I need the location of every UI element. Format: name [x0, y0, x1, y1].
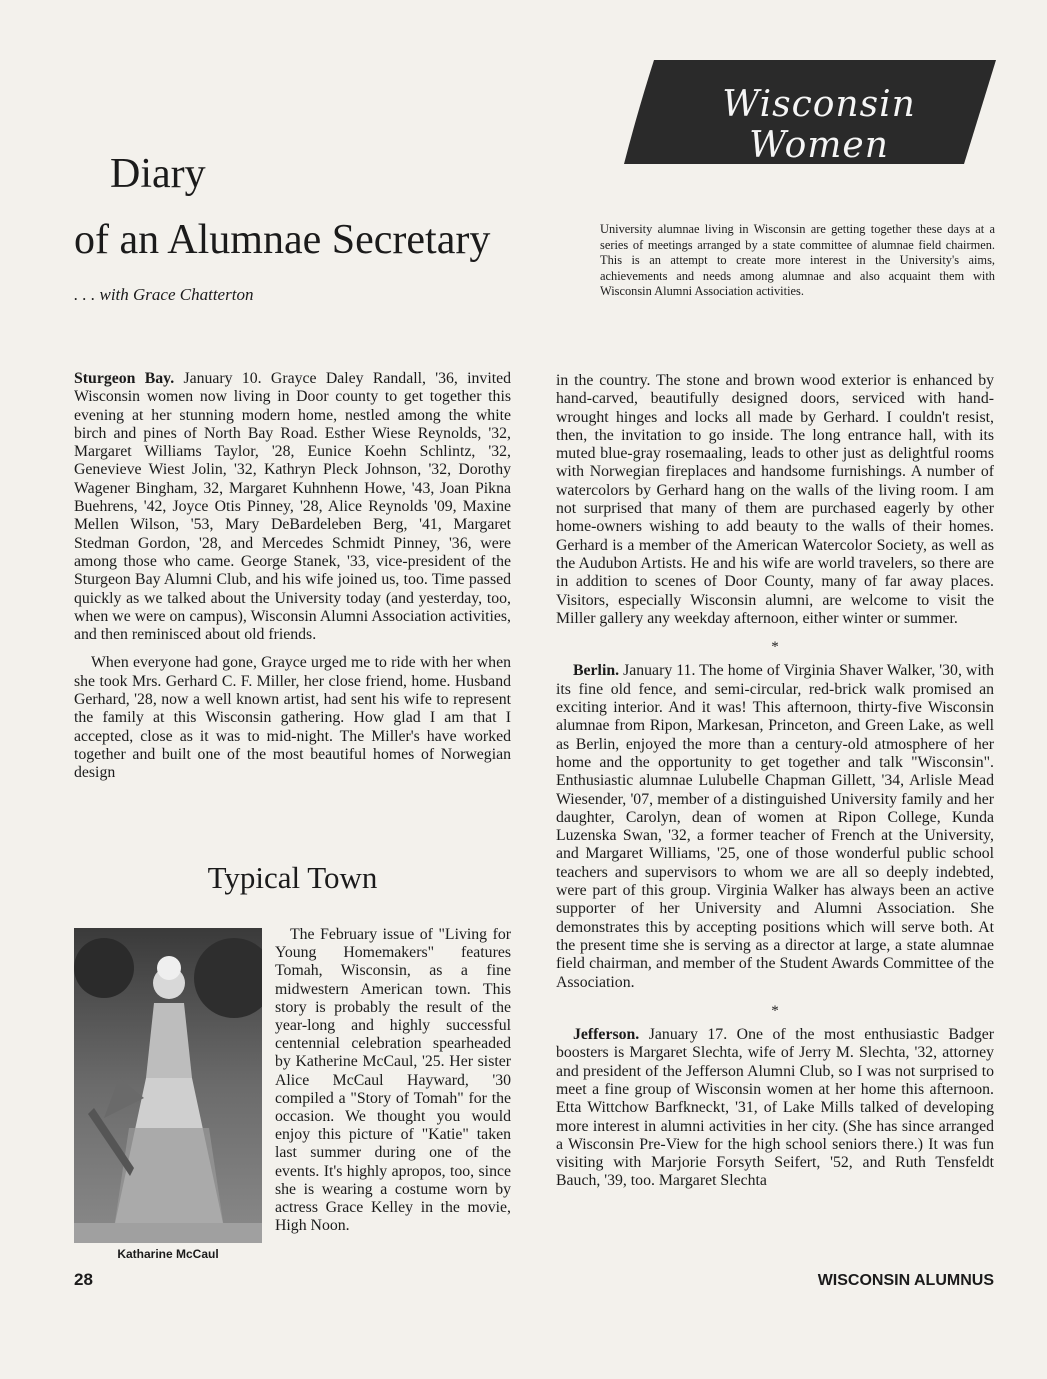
paragraph-miller-ride: When everyone had gone, Grayce urged me to ride with her when she took Mrs. Gerhard C. F. Miller, her close friend, home. Husband Gerhard, '28, now a well known artist, had sent his wife to represent the family at this Wisconsin gathering. How glad I am that I accepted, close as it was to mid-night. The Miller's have worked together and built one of the most beautiful homes of Norwegian design [74, 654, 511, 782]
paragraph-sturgeon-bay [74, 370, 511, 644]
page-title-line2: of an Alumnae Secretary [74, 217, 491, 263]
typical-town-text: The February issue of "Living for Young Homemakers" features Tomah, Wisconsin, as a fine midwestern American town. This story is probably the result of the year-long and highly successful centennial celebration spearheaded by Katherine McCaul, '25. Her sister Alice McCaul Hayward, '30 compiled a "Story of Tomah" for the occasion. We thought you would enjoy this picture of "Katie" taken last summer during one of the events. It's highly apropos, too, since she is wearing a costume worn by actress Grace Kelley in the movie, High Noon. [275, 926, 511, 1235]
magazine-name: WISCONSIN ALUMNUS [817, 1272, 994, 1289]
column-right [556, 372, 994, 1201]
place-heading: Berlin. [573, 662, 620, 680]
page-number: 28 [74, 1270, 93, 1289]
paragraph-jefferson [556, 1026, 994, 1191]
separator: * [771, 639, 779, 656]
paragraph-miller-home: in the country. The stone and brown wood exterior is enhanced by hand-carved, beautifully designed doors, serviced with hand-wrought hinges and locks all made by Gerhard. I couldn't resist, then, the invitation to go inside. The long entrance hall, with its muted blue-gray rosemaaling, leads to other just as delightful rooms with Norwegian fireplaces and handsome furnishings. A number of watercolors by Gerhard hang on the walls of the living room. I am not surprised that many of them are purchased eagerly by other home-owners wishing to add beauty to the walls of their homes. Gerhard is a member of the American Watercolor Society, as well as the Audubon Artists. He and his wife are world travelers, so there are in addition to scenes of Door County, many of far away places. Visitors, especially Wisconsin alumni, are welcome to visit the Miller gallery any weekday afternoon, either winter or summer. [556, 372, 994, 627]
page-title-line1: Diary [110, 151, 206, 197]
column-left [74, 370, 511, 793]
typical-town-column [275, 926, 511, 1235]
place-heading: Sturgeon Bay. [74, 370, 175, 387]
intro-paragraph: University alumnae living in Wisconsin are getting together these days at a series of meetings arranged by a state committee of alumnae field chairmen. This is an attempt to create more interest in the University's aims, achievements and needs among alumnae and also acquaint them with Wisconsin Alumni Association activities. [600, 222, 995, 299]
paragraph-text: January 10. Grayce Daley Randall, '36, invited Wisconsin women now living in Door county to get together this evening at her stunning modern home, nestled among the white birch and pines of North Bay Road. Esther Wiese Reynolds, '32, Margaret Williams Taylor, '28, Eunice Koehn Schlintz, '32, Genevieve Wiest Jolin, '32, Kathryn Pleck Johnson, '32, Dorothy Wagener Bingham, 32, Margaret Kuhnhenn Howe, '43, Joan Pikna Buehrens, '42, Joyce Otis Pinney, '28, Alice Reynolds '09, Maxine Mellen Wilson, '53, Mary DeBardeleben Berg, '41, Margaret Stedman Gordon, '28, and Mercedes Schmidt Pinney, '36, were among those who came. George Stanek, '33, vice-president of the Sturgeon Bay Alumni Club, and his wife joined us, too. Time passed quickly as we talked about the University today (and yesterday, too, when we were on campus), Wisconsin Alumni Association activities, and then reminisced about old friends. [74, 370, 512, 644]
paragraph-text: January 11. The home of Virginia Shaver Walker, '30, with its fine old fence, and semi-circular, red-brick walk promised an exciting interior. And it was! This afternoon, thirty-five Wisconsin alumnae from Ripon, Markesan, Princeton, and Green Lake, as well as Berlin, enjoyed the more than a century-old atmosphere of her home and the opportunity to get together and talk "Wisconsin". Enthusiastic alumnae Lulubelle Chapman Gillett, '34, Arlisle Mead Wiesender, '07, member of a distinguished University family and her daughter, Carolyn, dean of women at Ripon College, Kunda Luzenska Swan, '32, a former teacher of French at the University, and Margaret Williams, '25, one of those wonderful public school teachers and supervisors to whom we are all so deeply indebted, were part of this group. Virginia Walker has always been an active supporter of her University and Alumni Association. She demonstrates this by accepting positions which will serve both. At the present time she is serving as a director at large, a state alumnae field chairman, and member of the Student Awards Committee of the Association. [556, 662, 994, 991]
section-banner [624, 60, 996, 164]
photo-image [74, 928, 262, 1243]
typical-town-heading: Typical Town [207, 860, 378, 895]
banner-title: Wisconsin Women [722, 84, 916, 166]
katharine-mccaul-photo [74, 928, 262, 1243]
byline: . . . with Grace Chatterton [74, 285, 254, 304]
photo-caption: Katharine McCaul [117, 1247, 219, 1261]
place-heading: Jefferson. [573, 1026, 640, 1044]
paragraph-text: January 17. One of the most enthusiastic Badger boosters is Margaret Slechta, wife of Jerry M. Slechta, '32, attorney and president of the Jefferson Alumni Club, so I was not surprised to meet a fine group of Wisconsin women at her home this afternoon. Etta Wittchow Barfkneckt, '31, of Lake Mills talked of developing more interest in alumni activities in her city. (She has since arranged a Wisconsin Pre-View for the high school seniors there.) It was fun visiting with Marjorie Forsyth Seifert, '52, and Ruth Tensfeldt Bauch, '39, too. Margaret Slechta [556, 1026, 994, 1190]
paragraph-berlin [556, 662, 994, 991]
separator: * [771, 1002, 779, 1019]
